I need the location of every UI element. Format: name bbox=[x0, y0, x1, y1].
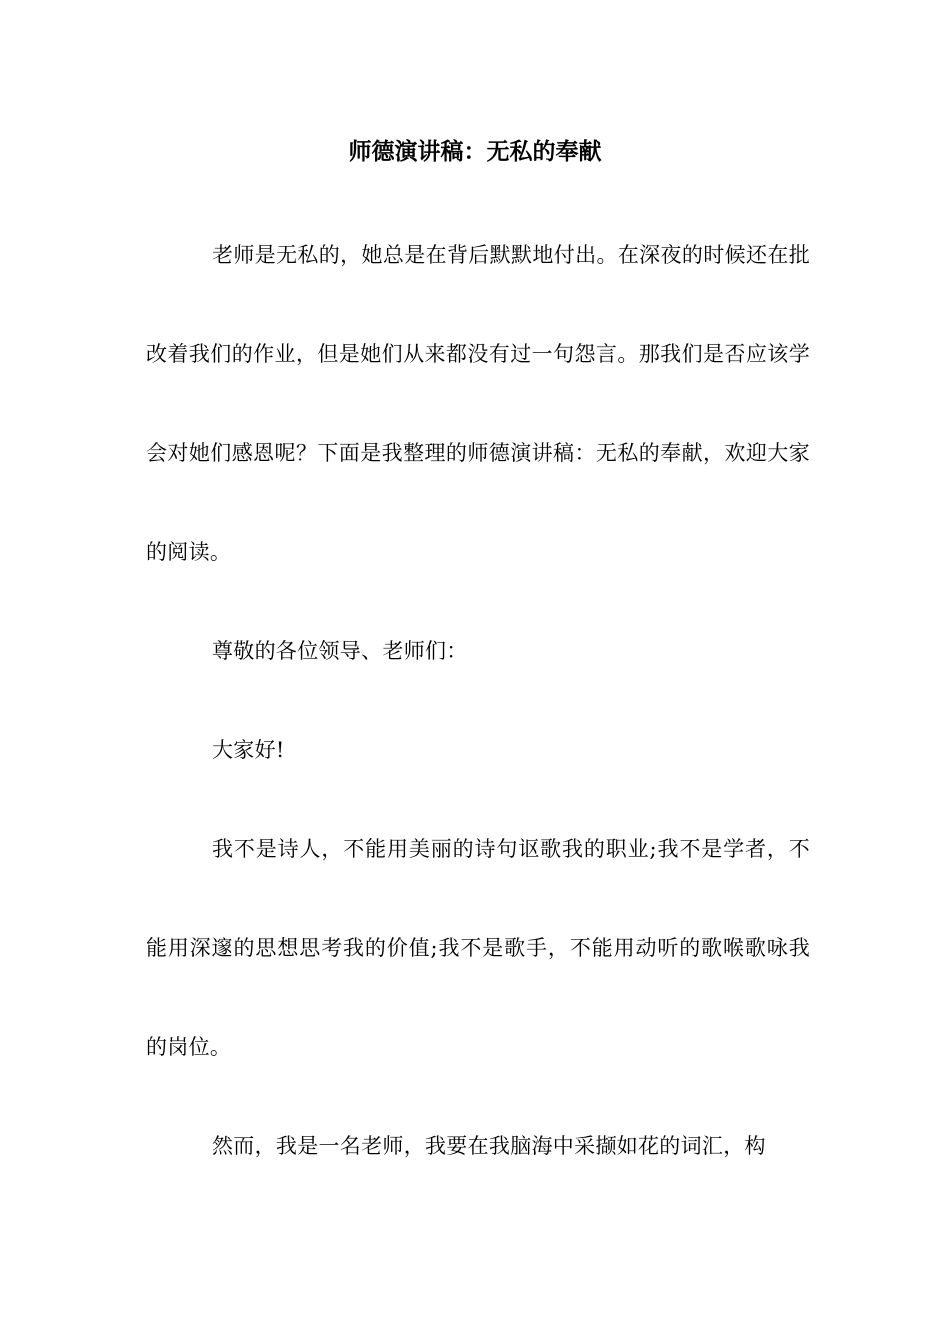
paragraph-intro: 老师是无私的，她总是在背后默默地付出。在深夜的时候还在批改着我们的作业，但是她们从来都没有过一句怨言。那我们是否应该学会对她们感恩呢？下面是我整理的师德演讲稿：无私的奉献，欢迎大家的阅读。 bbox=[146, 243, 810, 564]
paragraph-salutation: 尊敬的各位领导、老师们： bbox=[212, 639, 468, 663]
paragraph-i-am-not: 我不是诗人，不能用美丽的诗句讴歌我的职业;我不是学者，不能用深邃的思想思考我的价值;我不是歌手，不能用动听的歌喉歌咏我的岗位。 bbox=[146, 837, 810, 1059]
document-title: 师德演讲稿：无私的奉献 bbox=[348, 138, 602, 165]
paragraph-greeting: 大家好! bbox=[212, 738, 285, 762]
document-body bbox=[146, 206, 810, 1196]
paragraph-however: 然而，我是一名老师，我要在我脑海中采撷如花的词汇，构 bbox=[212, 1134, 766, 1158]
